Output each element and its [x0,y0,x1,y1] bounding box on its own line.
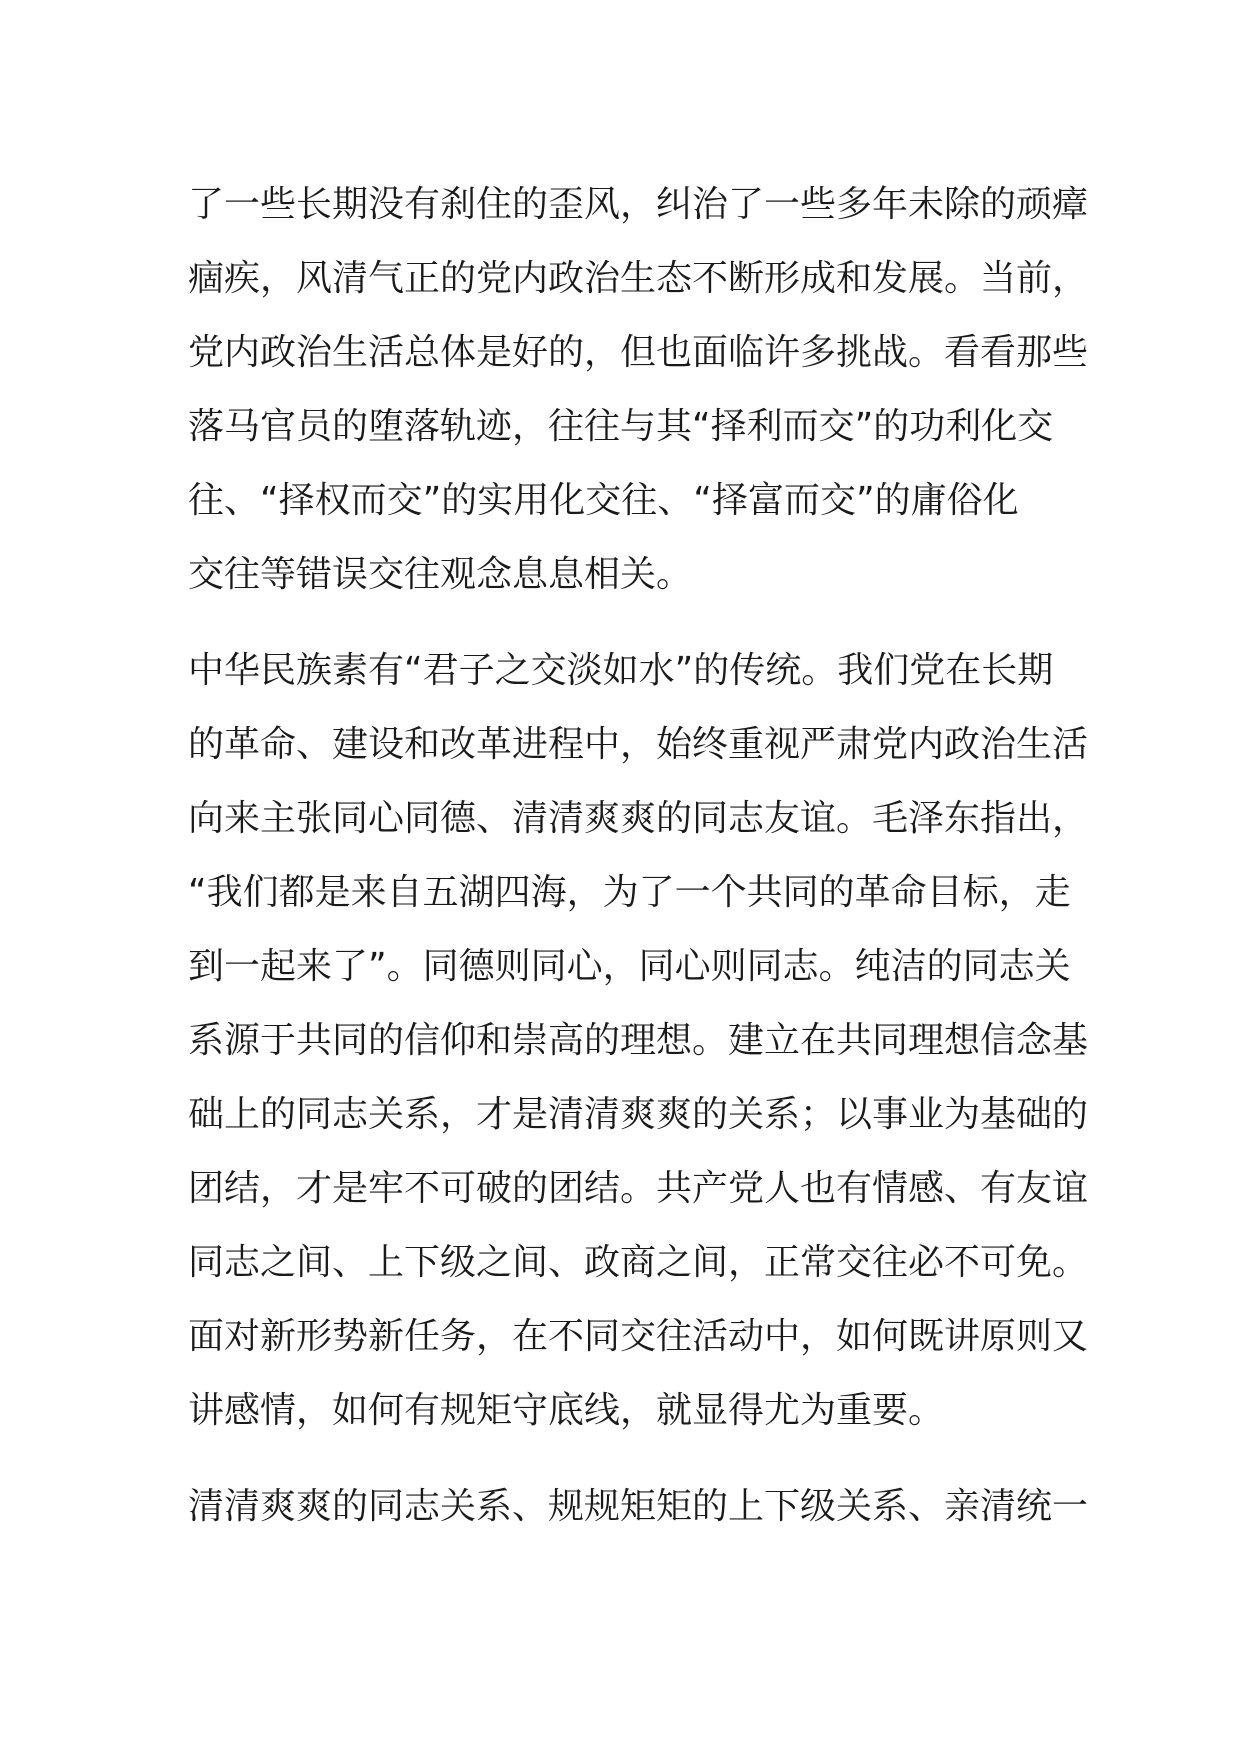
paragraph-line: 同志之间、上下级之间、政商之间，正常交往必不可免。 [188,1242,1089,1283]
paragraph-1 [188,168,1089,612]
paragraph-line: 面对新形势新任务，在不同交往活动中，如何既讲原则又 [188,1316,1089,1357]
paragraph-gap [188,1448,1068,1470]
paragraph-3 [188,1470,1089,1544]
paragraph-line: 中华民族素有“君子之交淡如水”的传统。我们党在长期 [188,650,1054,691]
paragraph-line: 团结，才是牢不可破的团结。共产党人也有情感、有友谊 [188,1168,1089,1209]
paragraph-line: “我们都是来自五湖四海，为了一个共同的革命目标，走 [188,872,1071,913]
paragraph-line: 落马官员的堕落轨迹，往往与其“择利而交”的功利化交 [188,406,1054,447]
paragraph-line: 础上的同志关系，才是清清爽爽的关系；以事业为基础的 [188,1094,1089,1135]
paragraph-line: 向来主张同心同德、清清爽爽的同志友谊。毛泽东指出， [188,798,1089,839]
paragraph-line: 清清爽爽的同志关系、规规矩矩的上下级关系、亲清统一 [188,1486,1089,1527]
paragraph-line: 痼疾，风清气正的党内政治生态不断形成和发展。当前， [188,258,1089,299]
paragraph-line: 往、“择权而交”的实用化交往、“择富而交”的庸俗化 [188,480,1019,521]
paragraph-2 [188,634,1089,1448]
document-body [188,168,1089,1544]
paragraph-line: 系源于共同的信仰和崇高的理想。建立在共同理想信念基 [188,1020,1089,1061]
paragraph-line: 了一些长期没有刹住的歪风，纠治了一些多年未除的顽瘴 [188,184,1089,225]
paragraph-line: 到一起来了”。同德则同心，同心则同志。纯洁的同志关 [188,946,1071,987]
paragraph-line: 讲感情，如何有规矩守底线，就显得尤为重要。 [188,1390,945,1431]
paragraph-line: 的革命、建设和改革进程中，始终重视严肃党内政治生活 [188,724,1089,765]
paragraph-gap [188,612,1068,634]
paragraph-line: 党内政治生活总体是好的，但也面临许多挑战。看看那些 [188,332,1089,373]
paragraph-line: 交往等错误交往观念息息相关。 [188,554,693,595]
